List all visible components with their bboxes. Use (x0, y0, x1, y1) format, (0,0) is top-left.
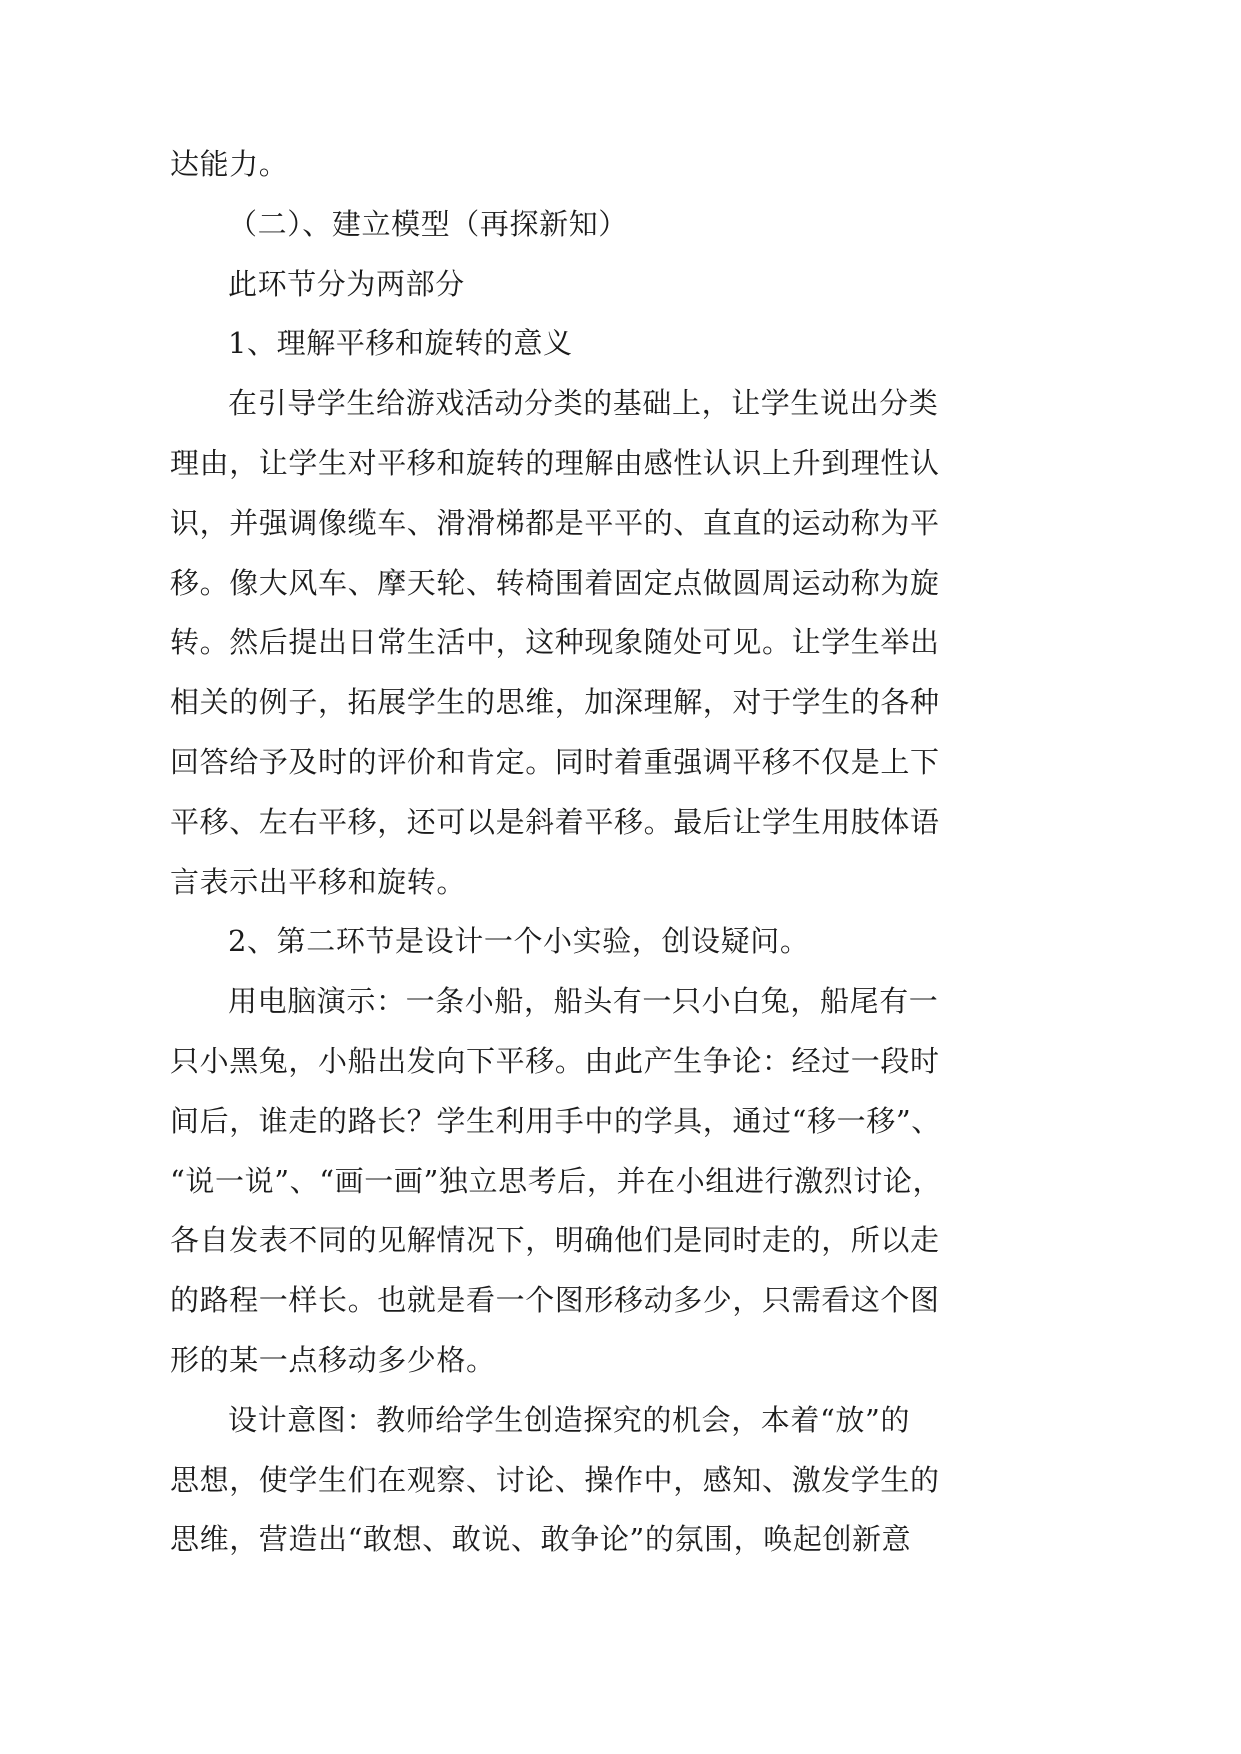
design-intent (170, 1391, 1130, 1570)
part-1-heading: 1、理解平移和旋转的意义 (228, 326, 573, 361)
paragraph-line: 相关的例子，拓展学生的思维，加深理解，对于学生的各种 (170, 685, 940, 720)
paragraph-line: 在引导学生给游戏活动分类的基础上，让学生说出分类 (228, 386, 939, 421)
section-intro: 此环节分为两部分 (228, 266, 465, 301)
paragraph-line: 转。然后提出日常生活中，这种现象随处可见。让学生举出 (170, 625, 940, 660)
paragraph-line: 平移、左右平移，还可以是斜着平移。最后让学生用肢体语 (170, 804, 940, 839)
paragraph-line: 间后，谁走的路长？学生利用手中的学具，通过“移一移”、 (170, 1103, 941, 1138)
paragraph-line: 识，并强调像缆车、滑滑梯都是平平的、直直的运动称为平 (170, 505, 940, 540)
paragraph-line: 移。像大风车、摩天轮、转椅围着固定点做圆周运动称为旋 (170, 565, 940, 600)
paragraph-line: 达能力。 (170, 147, 289, 181)
design-intent-line: 设计意图：教师给学生创造探究的机会，本着“放”的 (228, 1402, 911, 1437)
paragraph-line: 言表示出平移和旋转。 (170, 864, 467, 899)
design-intent-line: 思维，营造出“敢想、敢说、敢争论”的氛围，唤起创新意 (170, 1522, 912, 1557)
paragraph-line: 各自发表不同的见解情况下，明确他们是同时走的，所以走 (170, 1223, 940, 1258)
design-intent-line: 思想，使学生们在观察、讨论、操作中，感知、激发学生的 (170, 1462, 940, 1497)
paragraph-line: 用电脑演示：一条小船，船头有一只小白兔，船尾有一 (228, 984, 939, 1019)
paragraph-line: 形的某一点移动多少格。 (170, 1342, 496, 1377)
paragraph-line: 的路程一样长。也就是看一个图形移动多少，只需看这个图 (170, 1283, 940, 1318)
section-heading: （二）、建立模型（再探新知） (228, 206, 628, 241)
paragraph-line: 理由，让学生对平移和旋转的理解由感性认识上升到理性认 (170, 445, 940, 480)
part-2 (170, 912, 1130, 1390)
paragraph-line: 只小黑兔，小船出发向下平移。由此产生争论：经过一段时 (170, 1043, 940, 1078)
part-1 (170, 314, 1130, 912)
paragraph-line: 回答给予及时的评价和肯定。同时着重强调平移不仅是上下 (170, 744, 940, 779)
paragraph-line: “说一说”、“画一画”独立思考后，并在小组进行激烈讨论， (170, 1163, 943, 1198)
text-body (170, 135, 1130, 1570)
part-2-heading: 2、第二环节是设计一个小实验，创设疑问。 (228, 924, 810, 959)
